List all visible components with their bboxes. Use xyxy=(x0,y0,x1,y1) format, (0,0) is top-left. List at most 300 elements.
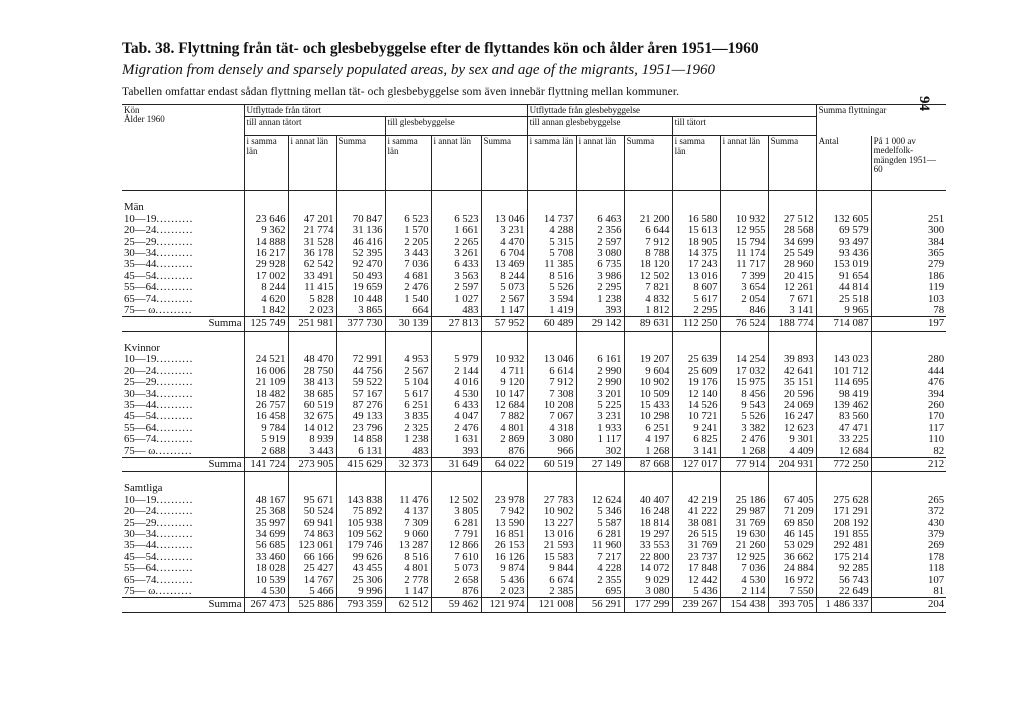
header-summa: Summa xyxy=(624,136,672,191)
table-cell: 2 265 xyxy=(431,237,481,248)
table-cell: 95 671 xyxy=(288,495,336,506)
table-cell: 14 375 xyxy=(672,248,720,259)
table-cell: 10 448 xyxy=(336,294,385,305)
leader-dots: .......... xyxy=(156,540,194,552)
table-cell: 6 251 xyxy=(385,400,431,411)
table-cell: 41 222 xyxy=(672,506,720,517)
table-cell: 1 661 xyxy=(431,225,481,236)
age-text: 45—54 xyxy=(124,551,157,563)
table-cell: 93 436 xyxy=(816,248,871,259)
table-row xyxy=(122,354,946,365)
group-label: Kvinnor xyxy=(122,338,244,354)
table-cell: 14 767 xyxy=(288,575,336,586)
table-cell: 3 382 xyxy=(720,423,768,434)
table-cell: 10 932 xyxy=(481,354,527,365)
table-cell: 43 455 xyxy=(336,563,385,574)
age-label xyxy=(122,434,244,445)
table-cell: 53 029 xyxy=(768,540,816,551)
table-row xyxy=(122,400,946,411)
leader-dots: .......... xyxy=(156,293,194,305)
table-cell: 393 xyxy=(576,305,624,317)
table-cell: 2 476 xyxy=(720,434,768,445)
table-cell: 25 609 xyxy=(672,366,720,377)
table-cell: 2 990 xyxy=(576,366,624,377)
table-cell: 7 308 xyxy=(527,389,576,400)
table-cell: 6 674 xyxy=(527,575,576,586)
table-cell: 444 xyxy=(871,366,946,377)
table-row xyxy=(122,282,946,293)
page-number: 94 xyxy=(916,96,932,111)
leader-dots: .......... xyxy=(156,551,194,563)
leader-dots: .......... xyxy=(156,236,194,248)
table-cell: 7 399 xyxy=(720,271,768,282)
age-label xyxy=(122,237,244,248)
table-cell: 11 385 xyxy=(527,259,576,270)
table-cell: 62 542 xyxy=(288,259,336,270)
table-cell: 8 607 xyxy=(672,282,720,293)
table-cell: 4 228 xyxy=(576,563,624,574)
age-label xyxy=(122,214,244,225)
table-cell: 12 684 xyxy=(481,400,527,411)
table-cell: 78 xyxy=(871,305,946,317)
table-cell: 5 436 xyxy=(672,586,720,598)
table-row xyxy=(122,389,946,400)
sum-label: Summa xyxy=(122,457,244,471)
table-cell: 2 658 xyxy=(431,575,481,586)
table-cell: 28 568 xyxy=(768,225,816,236)
table-cell: 2 476 xyxy=(431,423,481,434)
table-cell: 35 151 xyxy=(768,377,816,388)
table-cell: 695 xyxy=(576,586,624,598)
table-row xyxy=(122,305,946,317)
table-cell: 40 407 xyxy=(624,495,672,506)
table-cell: 4 197 xyxy=(624,434,672,445)
table-cell: 14 012 xyxy=(288,423,336,434)
table-cell: 4 832 xyxy=(624,294,672,305)
table-cell: 46 145 xyxy=(768,529,816,540)
leader-dots: .......... xyxy=(156,377,194,389)
table-row xyxy=(122,366,946,377)
table-cell: 48 167 xyxy=(244,495,288,506)
table-cell: 4 801 xyxy=(481,423,527,434)
table-cell: 39 893 xyxy=(768,354,816,365)
table-cell: 14 858 xyxy=(336,434,385,445)
table-cell: 14 254 xyxy=(720,354,768,365)
table-cell: 18 028 xyxy=(244,563,288,574)
table-cell: 3 261 xyxy=(431,248,481,259)
table-cell: 75 892 xyxy=(336,506,385,517)
leader-dots: .......... xyxy=(155,305,193,317)
table-cell: 119 xyxy=(871,282,946,293)
sum-cell: 251 981 xyxy=(288,317,336,331)
table-title: Tab. 38. Flyttning från tät- och glesbebyggelse efter de flyttandes kön och ålder åren 1951—1960 xyxy=(122,40,759,57)
table-cell: 1 268 xyxy=(720,446,768,458)
table-cell: 9 784 xyxy=(244,423,288,434)
age-text: 30—34 xyxy=(124,248,157,260)
table-cell: 5 436 xyxy=(481,575,527,586)
table-cell: 16 580 xyxy=(672,214,720,225)
table-cell: 117 xyxy=(871,423,946,434)
table-cell: 42 641 xyxy=(768,366,816,377)
table-cell: 9 604 xyxy=(624,366,672,377)
sum-cell: 59 462 xyxy=(431,598,481,612)
sum-cell: 197 xyxy=(871,317,946,331)
table-cell: 5 225 xyxy=(576,400,624,411)
age-text: 75— ω xyxy=(124,305,156,317)
age-label xyxy=(122,294,244,305)
age-text: 20—24 xyxy=(124,506,157,518)
sum-cell: 76 524 xyxy=(720,317,768,331)
header-summa: Summa xyxy=(481,136,527,191)
leader-dots: .......... xyxy=(156,563,194,575)
table-cell: 23 646 xyxy=(244,214,288,225)
table-cell: 300 xyxy=(871,225,946,236)
table-cell: 15 794 xyxy=(720,237,768,248)
table-subtitle: Migration from densely and sparsely populated areas, by sex and age of the migrants, 1951—1960 xyxy=(122,62,715,78)
table-cell: 6 281 xyxy=(576,529,624,540)
table-cell: 69 579 xyxy=(816,225,871,236)
table-cell: 2 688 xyxy=(244,446,288,458)
table-cell: 25 427 xyxy=(288,563,336,574)
table-cell: 50 493 xyxy=(336,271,385,282)
table-cell: 384 xyxy=(871,237,946,248)
table-cell: 17 032 xyxy=(720,366,768,377)
table-cell: 59 522 xyxy=(336,377,385,388)
table-cell: 1 268 xyxy=(624,446,672,458)
table-cell: 13 046 xyxy=(527,354,576,365)
table-cell: 9 844 xyxy=(527,563,576,574)
table-cell: 1 238 xyxy=(385,434,431,445)
leader-dots: .......... xyxy=(156,517,194,529)
header-from-tatort: Utflyttade från tätort xyxy=(244,105,527,117)
table-cell: 70 847 xyxy=(336,214,385,225)
table-cell: 4 047 xyxy=(431,411,481,422)
table-cell: 18 905 xyxy=(672,237,720,248)
table-cell: 31 528 xyxy=(288,237,336,248)
table-cell: 5 708 xyxy=(527,248,576,259)
table-cell: 44 814 xyxy=(816,282,871,293)
table-cell: 393 xyxy=(431,446,481,458)
table-cell: 44 756 xyxy=(336,366,385,377)
table-cell: 5 526 xyxy=(527,282,576,293)
table-cell: 12 502 xyxy=(624,271,672,282)
header-summa-flyttningar: Summa flyttningar xyxy=(816,105,946,136)
age-label xyxy=(122,305,244,317)
table-cell: 3 654 xyxy=(720,282,768,293)
table-cell: 23 737 xyxy=(672,552,720,563)
table-cell: 19 176 xyxy=(672,377,720,388)
table-cell: 3 865 xyxy=(336,305,385,317)
age-text: 30—34 xyxy=(124,388,157,400)
age-text: 45—54 xyxy=(124,411,157,423)
table-cell: 5 979 xyxy=(431,354,481,365)
sum-cell: 793 359 xyxy=(336,598,385,612)
leader-dots: .......... xyxy=(156,528,194,540)
table-cell: 175 214 xyxy=(816,552,871,563)
table-cell: 14 888 xyxy=(244,237,288,248)
header-per-1000: På 1 000 av medelfolk-mängden 1951—60 xyxy=(871,136,946,191)
table-cell: 13 469 xyxy=(481,259,527,270)
table-cell: 10 902 xyxy=(624,377,672,388)
group-header-row xyxy=(122,197,946,213)
table-cell: 302 xyxy=(576,446,624,458)
leader-dots: .......... xyxy=(156,411,194,423)
table-cell: 5 315 xyxy=(527,237,576,248)
table-cell: 6 161 xyxy=(576,354,624,365)
table-cell: 6 281 xyxy=(431,518,481,529)
table-cell: 26 757 xyxy=(244,400,288,411)
table-cell: 7 309 xyxy=(385,518,431,529)
age-text: 75— ω xyxy=(124,586,156,597)
age-label xyxy=(122,366,244,377)
table-cell: 46 416 xyxy=(336,237,385,248)
sum-cell: 188 774 xyxy=(768,317,816,331)
table-cell: 9 120 xyxy=(481,377,527,388)
table-cell: 2 205 xyxy=(385,237,431,248)
sum-cell: 89 631 xyxy=(624,317,672,331)
table-cell: 33 553 xyxy=(624,540,672,551)
table-cell: 4 470 xyxy=(481,237,527,248)
table-cell: 20 415 xyxy=(768,271,816,282)
table-cell: 4 530 xyxy=(244,586,288,598)
sum-cell: 204 xyxy=(871,598,946,612)
sum-cell: 27 813 xyxy=(431,317,481,331)
sum-cell: 212 xyxy=(871,457,946,471)
leader-dots: .......... xyxy=(156,434,194,446)
table-cell: 38 081 xyxy=(672,518,720,529)
age-label xyxy=(122,400,244,411)
table-cell: 1 238 xyxy=(576,294,624,305)
table-cell: 12 684 xyxy=(816,446,871,458)
sum-cell: 267 473 xyxy=(244,598,288,612)
leader-dots: .......... xyxy=(156,399,194,411)
table-cell: 3 805 xyxy=(431,506,481,517)
header-i-annat-lan: i annat län xyxy=(431,136,481,191)
age-label xyxy=(122,248,244,259)
table-cell: 2 356 xyxy=(576,225,624,236)
sum-cell: 60 519 xyxy=(527,457,576,471)
age-label xyxy=(122,377,244,388)
table-cell: 34 699 xyxy=(768,237,816,248)
sum-cell: 204 931 xyxy=(768,457,816,471)
header-i-samma-lan: i samma län xyxy=(527,136,576,191)
migration-table xyxy=(122,104,946,613)
table-cell: 10 721 xyxy=(672,411,720,422)
table-cell: 171 291 xyxy=(816,506,871,517)
age-text: 55—64 xyxy=(124,282,157,294)
table-cell: 13 046 xyxy=(481,214,527,225)
age-text: 55—64 xyxy=(124,563,157,575)
header-till-glesbebyggelse: till glesbebyggelse xyxy=(385,117,527,136)
table-cell: 2 597 xyxy=(576,237,624,248)
table-cell: 9 241 xyxy=(672,423,720,434)
sum-cell: 127 017 xyxy=(672,457,720,471)
sum-cell: 112 250 xyxy=(672,317,720,331)
table-cell: 7 821 xyxy=(624,282,672,293)
table-cell: 1 147 xyxy=(385,586,431,598)
sum-cell: 27 149 xyxy=(576,457,624,471)
table-cell: 12 442 xyxy=(672,575,720,586)
header-i-samma-lan: i samma län xyxy=(672,136,720,191)
table-cell: 2 023 xyxy=(481,586,527,598)
table-cell: 876 xyxy=(431,586,481,598)
leader-dots: .......... xyxy=(156,282,194,294)
table-cell: 13 016 xyxy=(527,529,576,540)
table-cell: 15 975 xyxy=(720,377,768,388)
table-cell: 123 061 xyxy=(288,540,336,551)
table-cell: 1 419 xyxy=(527,305,576,317)
table-cell: 31 769 xyxy=(672,540,720,551)
table-row xyxy=(122,563,946,574)
sum-cell: 31 649 xyxy=(431,457,481,471)
table-cell: 7 610 xyxy=(431,552,481,563)
table-cell: 179 746 xyxy=(336,540,385,551)
table-cell: 29 928 xyxy=(244,259,288,270)
age-text: 65—74 xyxy=(124,574,157,586)
leader-dots: .......... xyxy=(156,225,194,237)
table-cell: 5 919 xyxy=(244,434,288,445)
table-cell: 8 244 xyxy=(481,271,527,282)
table-cell: 33 460 xyxy=(244,552,288,563)
age-label xyxy=(122,518,244,529)
table-cell: 3 986 xyxy=(576,271,624,282)
header-i-annat-lan: i annat län xyxy=(576,136,624,191)
table-cell: 31 769 xyxy=(720,518,768,529)
table-cell: 2 114 xyxy=(720,586,768,598)
table-cell: 71 209 xyxy=(768,506,816,517)
table-row xyxy=(122,495,946,506)
table-cell: 483 xyxy=(431,305,481,317)
table-cell: 2 054 xyxy=(720,294,768,305)
sum-cell: 62 512 xyxy=(385,598,431,612)
table-cell: 9 029 xyxy=(624,575,672,586)
table-cell: 7 912 xyxy=(527,377,576,388)
table-note: Tabellen omfattar endast sådan flyttning mellan tät- och glesbebyggelse som även innebär flyttning mellan kommuner. xyxy=(122,86,680,98)
table-cell: 1 933 xyxy=(576,423,624,434)
table-cell: 15 613 xyxy=(672,225,720,236)
table-cell: 56 685 xyxy=(244,540,288,551)
table-cell: 6 523 xyxy=(385,214,431,225)
age-label xyxy=(122,225,244,236)
table-cell: 107 xyxy=(871,575,946,586)
table-cell: 10 147 xyxy=(481,389,527,400)
table-cell: 15 433 xyxy=(624,400,672,411)
age-text: 20—24 xyxy=(124,225,157,237)
age-label xyxy=(122,282,244,293)
table-cell: 28 960 xyxy=(768,259,816,270)
leader-dots: .......... xyxy=(156,388,194,400)
age-label xyxy=(122,446,244,458)
table-cell: 170 xyxy=(871,411,946,422)
table-cell: 9 301 xyxy=(768,434,816,445)
table-cell: 12 955 xyxy=(720,225,768,236)
table-cell: 18 120 xyxy=(624,259,672,270)
table-cell: 8 244 xyxy=(244,282,288,293)
table-row xyxy=(122,540,946,551)
sum-cell: 77 914 xyxy=(720,457,768,471)
table-cell: 7 791 xyxy=(431,529,481,540)
table-cell: 6 614 xyxy=(527,366,576,377)
table-cell: 4 016 xyxy=(431,377,481,388)
table-cell: 4 530 xyxy=(720,575,768,586)
table-cell: 60 519 xyxy=(288,400,336,411)
table-cell: 3 080 xyxy=(576,248,624,259)
table-cell: 4 530 xyxy=(431,389,481,400)
table-cell: 36 662 xyxy=(768,552,816,563)
table-row xyxy=(122,237,946,248)
age-label xyxy=(122,563,244,574)
table-cell: 17 848 xyxy=(672,563,720,574)
table-cell: 2 144 xyxy=(431,366,481,377)
leader-dots: .......... xyxy=(156,365,194,377)
table-row xyxy=(122,434,946,445)
table-cell: 20 596 xyxy=(768,389,816,400)
sum-cell: 177 299 xyxy=(624,598,672,612)
table-cell: 269 xyxy=(871,540,946,551)
table-cell: 4 953 xyxy=(385,354,431,365)
table-cell: 21 260 xyxy=(720,540,768,551)
table-cell: 25 549 xyxy=(768,248,816,259)
table-cell: 34 699 xyxy=(244,529,288,540)
sum-row xyxy=(122,598,946,612)
table-cell: 11 415 xyxy=(288,282,336,293)
header-i-samma-lan: i samma län xyxy=(385,136,431,191)
table-cell: 7 671 xyxy=(768,294,816,305)
table-cell: 1 812 xyxy=(624,305,672,317)
leader-dots: .......... xyxy=(156,494,194,506)
table-cell: 18 482 xyxy=(244,389,288,400)
table-cell: 91 654 xyxy=(816,271,871,282)
table-cell: 16 217 xyxy=(244,248,288,259)
table-row xyxy=(122,248,946,259)
group-label: Män xyxy=(122,197,244,213)
table-cell: 7 882 xyxy=(481,411,527,422)
table-cell: 8 788 xyxy=(624,248,672,259)
table-cell: 82 xyxy=(871,446,946,458)
table-cell: 13 590 xyxy=(481,518,527,529)
table-cell: 3 443 xyxy=(385,248,431,259)
table-cell: 365 xyxy=(871,248,946,259)
header-i-samma-lan: i samma län xyxy=(244,136,288,191)
table-cell: 17 002 xyxy=(244,271,288,282)
sum-cell: 56 291 xyxy=(576,598,624,612)
table-cell: 9 362 xyxy=(244,225,288,236)
table-cell: 19 630 xyxy=(720,529,768,540)
table-row xyxy=(122,259,946,270)
table-cell: 2 355 xyxy=(576,575,624,586)
table-cell: 5 617 xyxy=(672,294,720,305)
age-label xyxy=(122,271,244,282)
table-cell: 2 325 xyxy=(385,423,431,434)
table-cell: 25 186 xyxy=(720,495,768,506)
table-cell: 12 261 xyxy=(768,282,816,293)
table-cell: 7 550 xyxy=(768,586,816,598)
table-row xyxy=(122,529,946,540)
table-cell: 10 932 xyxy=(720,214,768,225)
table-cell: 13 016 xyxy=(672,271,720,282)
table-cell: 6 463 xyxy=(576,214,624,225)
table-cell: 16 006 xyxy=(244,366,288,377)
age-text: 35—44 xyxy=(124,259,157,271)
group-header-row xyxy=(122,478,946,494)
table-cell: 7 067 xyxy=(527,411,576,422)
age-text: 75— ω xyxy=(124,445,156,457)
age-text: 25—29 xyxy=(124,517,157,529)
table-cell: 430 xyxy=(871,518,946,529)
table-cell: 3 231 xyxy=(481,225,527,236)
table-cell: 3 080 xyxy=(624,586,672,598)
table-cell: 10 298 xyxy=(624,411,672,422)
